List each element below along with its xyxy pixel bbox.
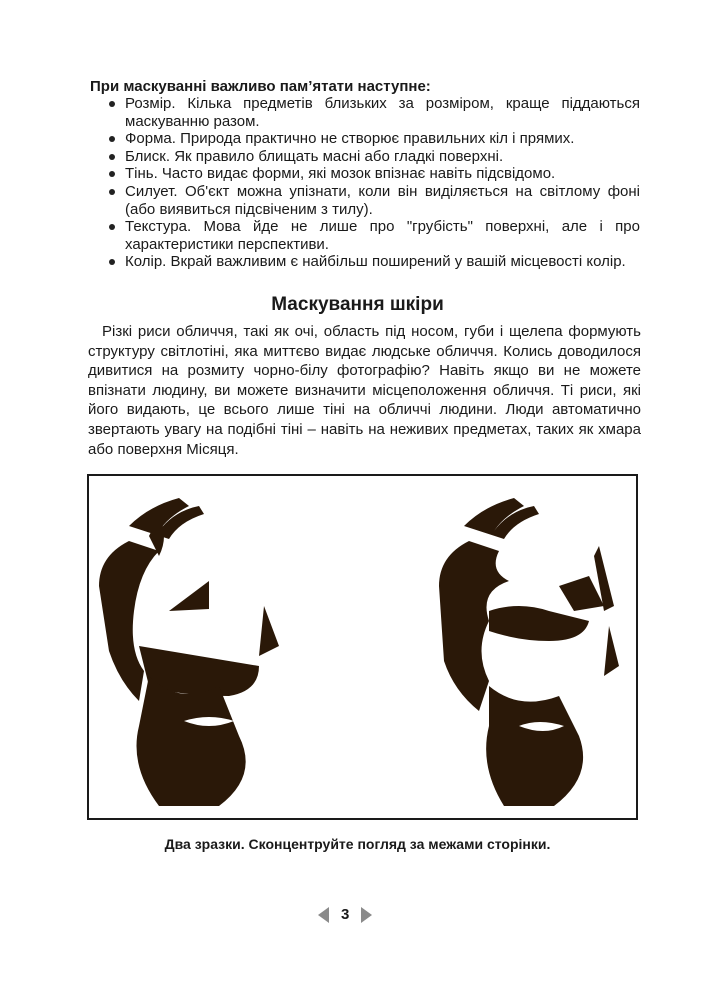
previous-page-icon[interactable] [318, 907, 329, 923]
list-item: Розмір. Кілька предметів близьких за розміром, краще піддаються маскуванню разом. [105, 95, 640, 130]
figure-caption: Два зразки. Сконцентруйте погляд за межами сторінки. [164, 836, 551, 852]
list-item: Текстура. Мова йде не лише про "грубість" поверхні, але і про характеристики перспективи. [105, 218, 640, 253]
masking-rules-list [105, 95, 640, 271]
face-right [439, 498, 619, 806]
body-paragraph: Різкі риси обличчя, такі як очі, область під носом, губи і щелепа формують структуру світлотіні, яка миттєво видає людське обличчя. Колись доводилося дивитися на розмиту чорно-білу фотографію? Навіть якщо ви не можете впізнати людину, ви можете визначити місцеположення обличчя. Ті риси, які його видають, це всього лише тіні на обличчі людини. Люди автоматично звертають увагу на подібні тіні – навіть на неживих предметах, таких як хмара або поверхня Місяця. [88, 323, 641, 458]
next-page-icon[interactable] [361, 907, 372, 923]
two-faces-figure [89, 476, 636, 818]
list-item: Колір. Вкрай важливим є найбільш поширений у вашій місцевості колір. [105, 253, 640, 271]
list-item: Блиск. Як правило блищать масні або гладкі поверхні. [105, 148, 640, 166]
page-navigation [318, 906, 372, 923]
section-title: Маскування шкіри [271, 294, 444, 315]
list-item: Форма. Природа практично не створює правильних кіл і прямих. [105, 130, 640, 148]
face-left [99, 498, 279, 806]
face-illustration [87, 474, 638, 820]
intro-heading: При маскуванні важливо пам’ятати наступне: [90, 78, 431, 95]
page-number: 3 [341, 906, 350, 923]
list-item: Тінь. Часто видає форми, які мозок впізнає навіть підсвідомо. [105, 165, 640, 183]
list-item: Силует. Об'єкт можна упізнати, коли він виділяється на світлому фоні (або виявиться підсвіченим з тилу). [105, 183, 640, 218]
